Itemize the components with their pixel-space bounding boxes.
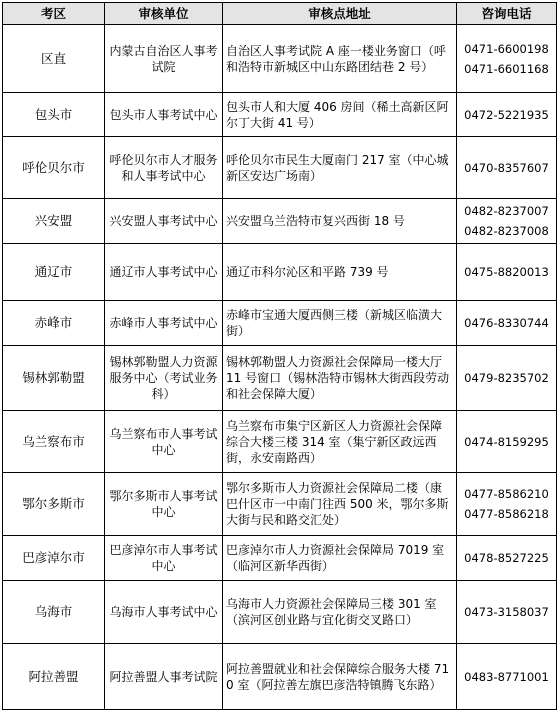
phone-cell [457,473,557,536]
exam-area-cell: 通辽市 [3,244,105,301]
header-exam-area: 考区 [3,3,105,25]
exam-area-cell: 鄂尔多斯市 [3,473,105,536]
phone-number: 0470-8357607 [464,160,549,175]
table-row [3,244,557,301]
review-unit-cell: 赤峰市人事考试中心 [105,301,223,346]
table-header-row [3,3,557,25]
phone-number: 0482-8237007 [464,204,549,218]
review-unit-cell: 锡林郭勒盟人力资源服务中心（考试业务科） [105,346,223,411]
review-unit-cell: 兴安盟人事考试中心 [105,199,223,244]
phone-number: 0471-6601168 [464,61,549,76]
phone-cell [457,137,557,199]
phone-cell [457,93,557,137]
exam-area-cell: 阿拉善盟 [3,644,105,710]
table-row [3,473,557,536]
review-address-cell: 包头市人和大厦 406 房间（稀土高新区阿尔丁大街 41 号） [223,93,457,137]
phone-cell [457,199,557,244]
exam-area-cell: 巴彦淖尔市 [3,536,105,581]
review-unit-cell: 通辽市人事考试中心 [105,244,223,301]
phone-cell [457,411,557,473]
phone-number: 0483-8771001 [464,669,549,684]
header-review-unit: 审核单位 [105,3,223,25]
review-address-cell: 巴彦淖尔市人力资源社会保障局 7019 室（临河区新华西街） [223,536,457,581]
phone-cell [457,25,557,93]
phone-cell [457,346,557,411]
review-address-cell: 锡林郭勒盟人力资源社会保障局一楼大厅 11 号窗口（锡林浩特市锡林大街西段劳动和社会保障大厦） [223,346,457,411]
phone-number: 0472-5221935 [464,107,549,122]
review-address-cell: 赤峰市宝通大厦西侧三楼（新城区临潢大街） [223,301,457,346]
review-unit-cell: 巴彦淖尔市人事考试中心 [105,536,223,581]
phone-number: 0482-8237008 [464,224,549,238]
phone-cell [457,581,557,644]
phone-number: 0475-8820013 [464,265,549,279]
phone-cell [457,244,557,301]
review-address-cell: 呼伦贝尔市民生大厦南门 217 室（中心城新区安达广场南） [223,137,457,199]
table-body [3,25,557,710]
review-address-cell: 兴安盟乌兰浩特市复兴西街 18 号 [223,199,457,244]
table-row [3,536,557,581]
exam-area-cell: 锡林郭勒盟 [3,346,105,411]
table-row [3,411,557,473]
review-unit-cell: 乌兰察布市人事考试中心 [105,411,223,473]
review-unit-cell: 内蒙古自治区人事考试院 [105,25,223,93]
review-unit-cell: 呼伦贝尔市人才服务和人事考试中心 [105,137,223,199]
phone-number: 0476-8330744 [464,316,549,330]
exam-area-cell: 区直 [3,25,105,93]
exam-review-table [2,2,557,710]
review-unit-cell: 包头市人事考试中心 [105,93,223,137]
table-row [3,301,557,346]
phone-number: 0478-8527225 [464,551,549,565]
phone-number: 0477-8586218 [464,507,549,521]
table-row [3,25,557,93]
review-unit-cell: 乌海市人事考试中心 [105,581,223,644]
review-address-cell: 乌兰察布市集宁区新区人力资源社会保障综合大楼三楼 314 室（集宁新区政远西街，永安南路西） [223,411,457,473]
exam-area-cell: 兴安盟 [3,199,105,244]
table-row [3,581,557,644]
header-phone: 咨询电话 [457,3,557,25]
header-review-address: 审核点地址 [223,3,457,25]
review-address-cell: 通辽市科尔沁区和平路 739 号 [223,244,457,301]
exam-area-cell: 乌海市 [3,581,105,644]
exam-area-cell: 赤峰市 [3,301,105,346]
review-address-cell: 乌海市人力资源社会保障局三楼 301 室（滨河区创业路与宜化街交叉路口） [223,581,457,644]
exam-area-cell: 包头市 [3,93,105,137]
review-unit-cell: 阿拉善盟人事考试院 [105,644,223,710]
phone-cell [457,536,557,581]
exam-area-cell: 乌兰察布市 [3,411,105,473]
review-address-cell: 鄂尔多斯市人力资源社会保障局二楼（康巴什区市一中南门往西 500 米，鄂尔多斯大街与民和路交汇处） [223,473,457,536]
table-row [3,346,557,411]
phone-number: 0477-8586210 [464,487,549,501]
phone-number: 0473-3158037 [464,605,549,619]
review-address-cell: 阿拉善盟就业和社会保障综合服务大楼 710 室（阿拉善左旗巴彦浩特镇腾飞东路） [223,644,457,710]
phone-number: 0474-8159295 [464,434,549,449]
phone-cell [457,301,557,346]
phone-number: 0471-6600198 [464,41,549,56]
exam-area-cell: 呼伦贝尔市 [3,137,105,199]
table-row [3,93,557,137]
review-address-cell: 自治区人事考试院 A 座一楼业务窗口（呼和浩特市新城区中山东路团结巷 2 号） [223,25,457,93]
phone-number: 0479-8235702 [464,371,549,385]
review-unit-cell: 鄂尔多斯市人事考试中心 [105,473,223,536]
table-row [3,137,557,199]
table-row [3,199,557,244]
